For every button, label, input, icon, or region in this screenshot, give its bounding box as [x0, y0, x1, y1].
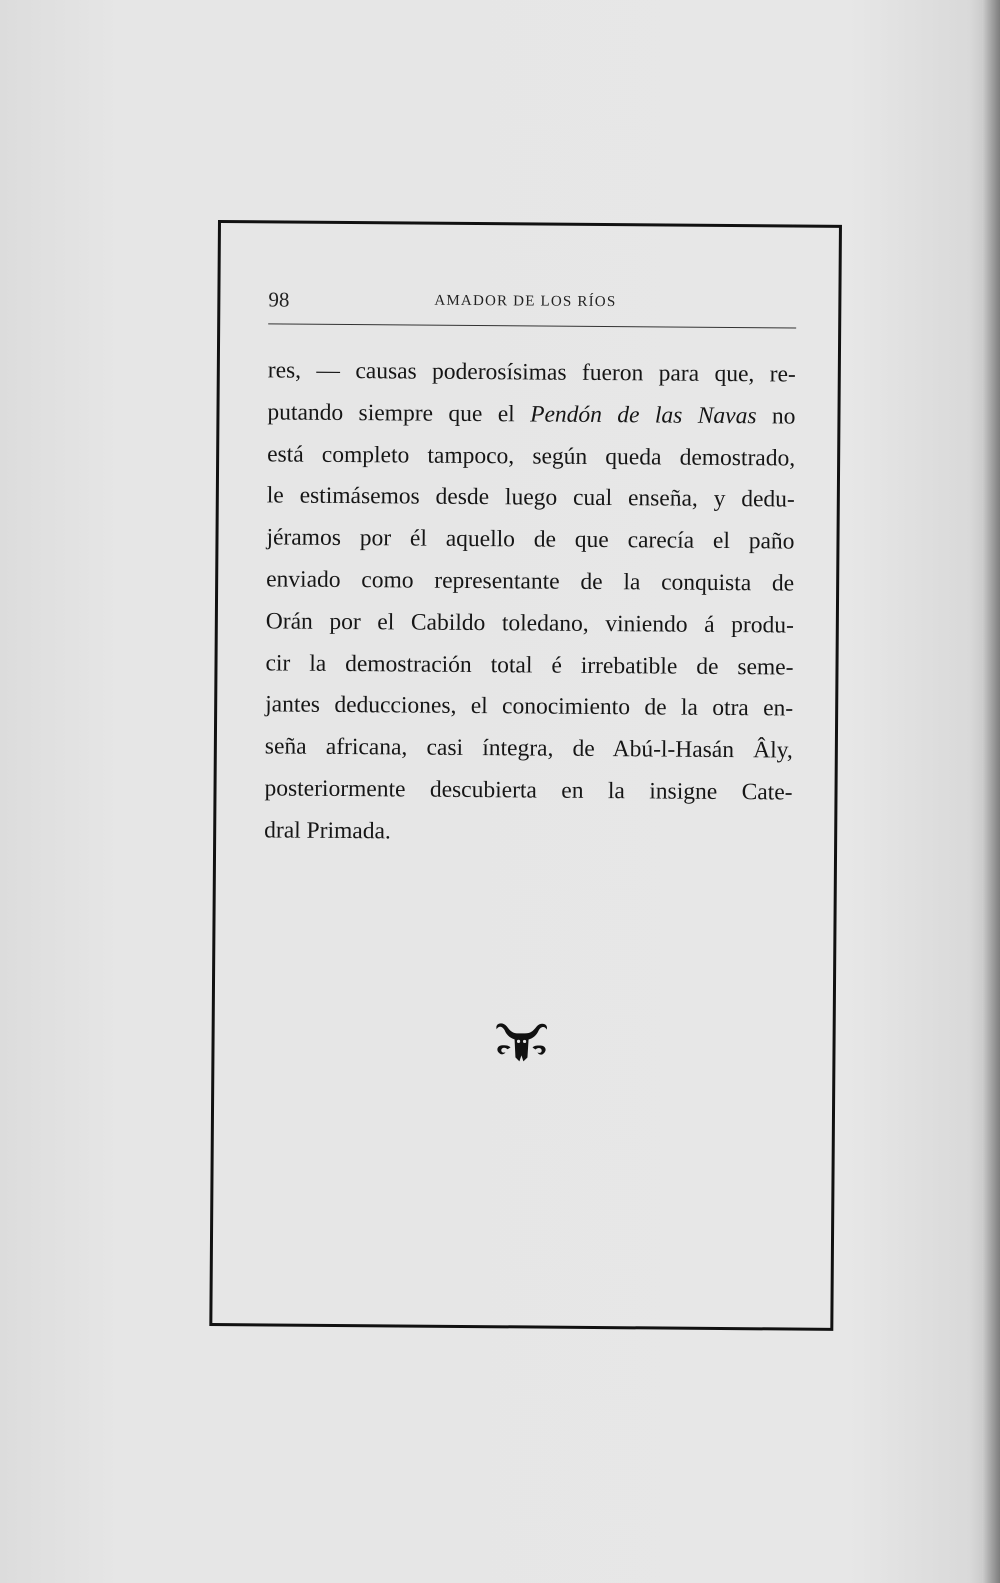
- book-spine-shadow: [982, 0, 1000, 1583]
- page-frame: [209, 220, 842, 1331]
- page-header: [268, 285, 796, 319]
- text-line-6: enviado como representante de la conquista de: [266, 566, 795, 597]
- text-line-1: res, — causas poderosísimas fueron para que, re-: [267, 357, 796, 388]
- text-line-3: está completo tampoco, según queda demostrado,: [267, 440, 796, 472]
- header-rule: [268, 323, 796, 328]
- text-line-2-end: no: [756, 403, 796, 430]
- text-line-2-start: putando siempre que el: [267, 399, 531, 428]
- body-text: [264, 350, 796, 856]
- text-line-2: [267, 392, 795, 438]
- text-line-12: dral Primada.: [264, 817, 391, 845]
- book-title-pendon: Pendón de las Navas: [530, 401, 757, 430]
- text-line-9: jantes deducciones, el conocimiento de la otra en-: [265, 691, 794, 722]
- text-line-10: seña africana, casi íntegra, de Abú-l-Hasán Âly,: [264, 733, 793, 764]
- page-number: 98: [268, 287, 290, 312]
- text-line-7: Orán por el Cabildo toledano, viniendo á produ-: [265, 608, 794, 639]
- bull-head-fleuron-icon: [492, 1021, 550, 1063]
- text-line-4: le estimásemos desde luego cual enseña, y dedu-: [266, 482, 795, 513]
- running-head: AMADOR DE LOS RÍOS: [434, 292, 617, 311]
- text-line-11: posteriormente descubierta en la insigne Cate-: [264, 775, 793, 806]
- text-line-5: jéramos por él aquello de que carecía el paño: [266, 524, 795, 555]
- text-line-8: cir la demostración total é irrebatible de seme-: [265, 649, 794, 681]
